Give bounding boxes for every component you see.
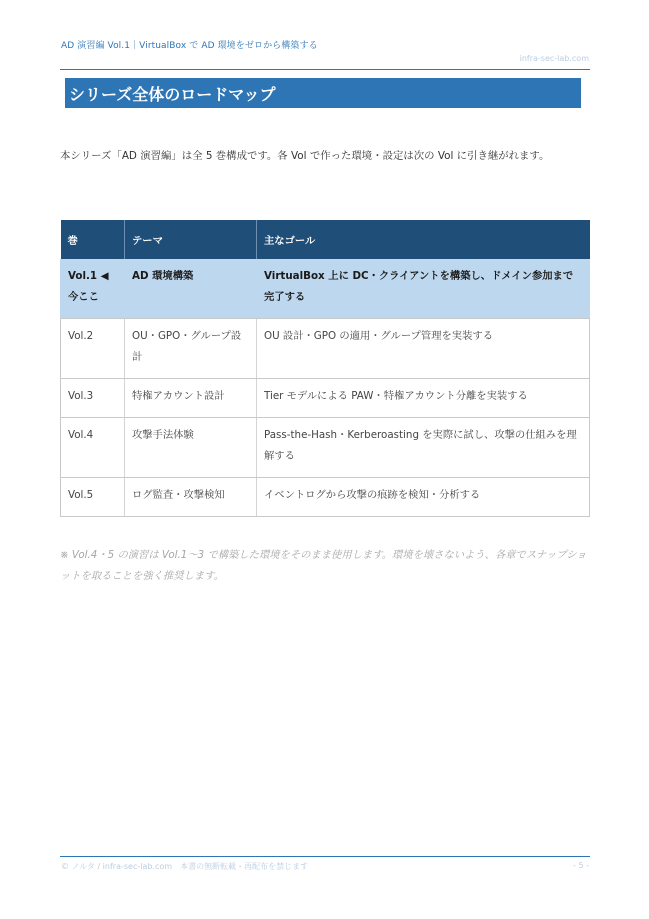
cell-theme: 攻撃手法体験 [125,418,257,478]
cell-theme: 特権アカウント設計 [125,379,257,418]
table-row [61,418,590,478]
footer-divider [60,856,590,857]
page-number: - 5 - [573,861,589,870]
header-cell-goal: 主なゴール [257,220,590,259]
cell-theme: AD 環境構築 [125,259,257,319]
section-heading: シリーズ全体のロードマップ [65,78,581,108]
table-row [61,319,590,379]
cell-goal: VirtualBox 上に DC・クライアントを構築し、ドメイン参加まで完了する [257,259,590,319]
cell-vol: Vol.1 ◀ 今ここ [61,259,125,319]
cell-theme: OU・GPO・グループ設計 [125,319,257,379]
cell-vol: Vol.2 [61,319,125,379]
cell-goal: Tier モデルによる PAW・特権アカウント分離を実装する [257,379,590,418]
cell-goal: Pass-the-Hash・Kerberoasting を実際に試し、攻撃の仕組みを理解する [257,418,590,478]
footer-copyright: © ノルタ / infra-sec-lab.com 本書の無断転載・再配布を禁じます [61,862,309,871]
note-text: ※ Vol.4・5 の演習は Vol.1〜3 で構築した環境をそのまま使用します。環境を壊さないよう、各章でスナップショットを取ることを強く推奨します。 [60,549,587,582]
table-header-row [61,220,590,259]
header-cell-theme: テーマ [125,220,257,259]
roadmap-table [60,220,590,517]
header-divider [60,69,590,70]
table-row-current [61,259,590,319]
cell-goal: OU 設計・GPO の適用・グループ管理を実装する [257,319,590,379]
table-row [61,478,590,517]
header-title: AD 演習編 Vol.1｜VirtualBox で AD 環境をゼロから構築する [61,41,318,51]
cell-goal: イベントログから攻撃の痕跡を検知・分析する [257,478,590,517]
cell-vol: Vol.3 [61,379,125,418]
cell-vol: Vol.5 [61,478,125,517]
cell-theme: ログ監査・攻撃検知 [125,478,257,517]
header-cell-vol: 巻 [61,220,125,259]
table-row [61,379,590,418]
header-site: infra-sec-lab.com [519,54,589,63]
cell-vol: Vol.4 [61,418,125,478]
intro-paragraph: 本シリーズ「AD 演習編」は全 5 巻構成です。各 Vol で作った環境・設定は次の Vol に引き継がれます。 [60,150,550,162]
